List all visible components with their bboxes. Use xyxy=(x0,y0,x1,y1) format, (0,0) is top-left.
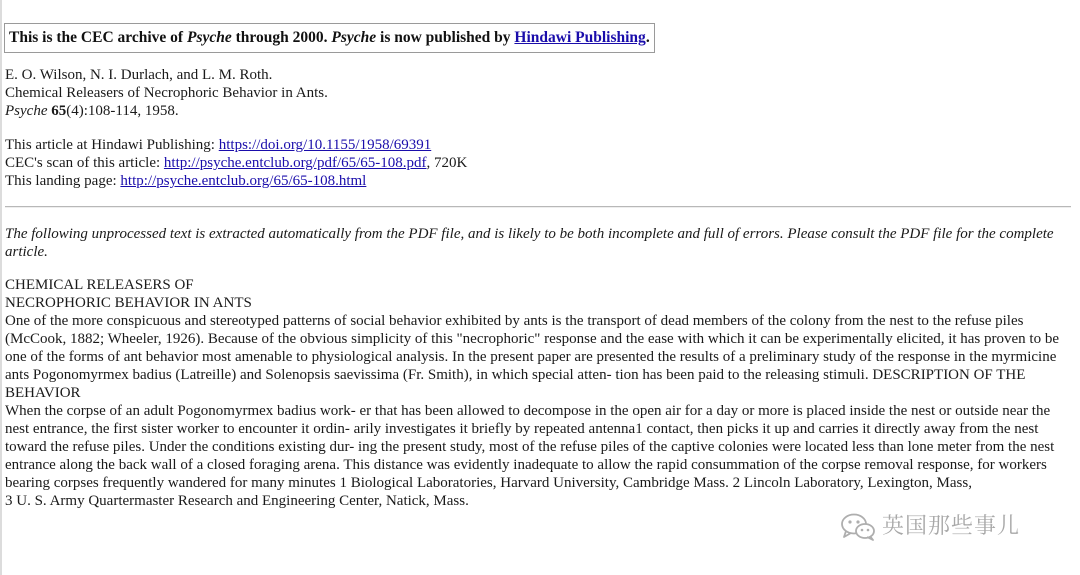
landing-page-row xyxy=(5,172,467,190)
pdf-scan-size: , 720K xyxy=(426,155,468,171)
banner-journal-name-1: Psyche xyxy=(186,29,232,46)
pdf-scan-label: CEC's scan of this article: xyxy=(5,155,164,171)
citation-title: Chemical Releasers of Necrophoric Behavior in Ants. xyxy=(5,85,328,101)
archive-notice-banner xyxy=(4,23,655,53)
extraction-notice: The following unprocessed text is extracted automatically from the PDF file, and is likely to be both incomplete and full of errors. Please consult the PDF file for the complete article. xyxy=(5,226,1054,260)
hindawi-publishing-link[interactable]: Hindawi Publishing xyxy=(514,29,646,46)
citation-block xyxy=(5,66,328,120)
pdf-scan-link[interactable]: http://psyche.entclub.org/pdf/65/65-108.pdf xyxy=(163,155,427,171)
article-links-block xyxy=(5,136,467,190)
article-heading-line-2: NECROPHORIC BEHAVIOR IN ANTS xyxy=(5,295,252,311)
article-heading-line-1: CHEMICAL RELEASERS OF xyxy=(5,277,194,293)
citation-journal: Psyche xyxy=(5,103,48,119)
banner-text-4: . xyxy=(645,29,650,46)
banner-text-2: through 2000. xyxy=(231,29,332,46)
citation-reference xyxy=(5,102,328,120)
citation-volume: 65 xyxy=(51,103,67,119)
horizontal-rule xyxy=(5,206,1071,208)
landing-page-label: This landing page: xyxy=(5,173,121,189)
banner-text-1: This is the CEC archive of xyxy=(9,29,187,46)
hindawi-article-row xyxy=(5,136,467,154)
article-paragraph-1: One of the more conspicuous and stereotyped patterns of social behavior exhibited by ants is the transport of dead members of the colony from the nest to the refuse piles (McCook, 1882; Wheeler, 1926). Because of the obvious simplicity of this "necrophoric" response and the ease with which it can be experimentally elicited, it has proven to be one of the forms of ant behavior most amenable to physiological analysis. In the present paper are presented the results of a preliminary study of the response in the myrmicine ants Pogonomyrmex badius (Latreille) and Solenopsis saevissima (Fr. Smith), in which special atten- tion has been paid to the releasing stimuli. DESCRIPTION OF THE BEHAVIOR xyxy=(5,313,1059,401)
left-edge-divider xyxy=(0,0,2,575)
article-paragraph-2: When the corpse of an adult Pogonomyrmex badius work- er that has been allowed to decompose in the open air for a day or more is placed inside the nest or outside near the nest entrance, the first sister worker to encounter it ordin- arily investigates it briefly by repeated antenna1 contact, then picks it up and carries it directly away from the nest toward the refuse piles. Under the conditions existing dur- ing the present study, most of the refuse piles of the captive colonies were located less than lone meter from the nest entrance along the back wall of a closed foraging arena. This distance was evidently inadequate to allow the rapid consummation of the corpse removal response, for workers bearing corpses frequently wandered for many minutes 1 Biological Laboratories, Harvard University, Cambridge Mass. 2 Lincoln Laboratory, Lexington, Mass, xyxy=(5,403,1055,491)
pdf-scan-row xyxy=(5,154,467,172)
wechat-icon xyxy=(840,512,876,542)
hindawi-article-label: This article at Hindawi Publishing: xyxy=(5,137,219,153)
article-paragraph-3: 3 U. S. Army Quartermaster Research and Engineering Center, Natick, Mass. xyxy=(5,493,469,509)
watermark-text: 英国那些事儿 xyxy=(882,514,1021,539)
banner-text-3: is now published by xyxy=(376,29,515,46)
banner-journal-name-2: Psyche xyxy=(331,29,377,46)
citation-issue-pages-year: (4):108-114, 1958. xyxy=(66,103,179,119)
landing-page-link[interactable]: http://psyche.entclub.org/65/65-108.html xyxy=(120,173,367,189)
citation-authors: E. O. Wilson, N. I. Durlach, and L. M. Roth. xyxy=(5,67,273,83)
article-text xyxy=(5,276,1069,510)
doi-link[interactable]: https://doi.org/10.1155/1958/69391 xyxy=(218,137,432,153)
watermark xyxy=(840,510,1020,544)
